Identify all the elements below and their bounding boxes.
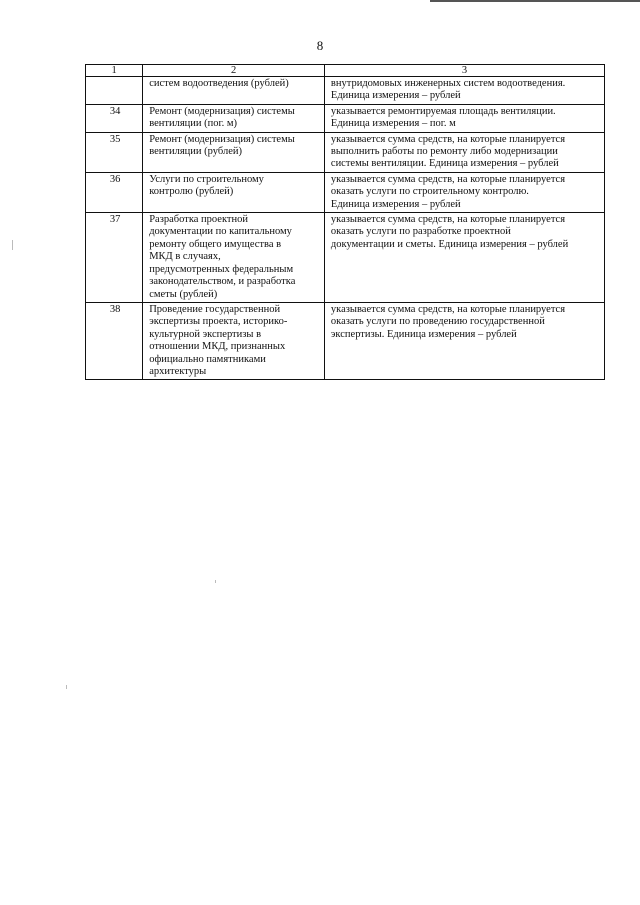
header-cell-3: 3 <box>324 65 604 77</box>
table-row <box>86 77 605 105</box>
table-row <box>86 132 605 172</box>
table-header-row <box>86 65 605 77</box>
row-item-name: систем водоотведения (рублей) <box>143 77 325 105</box>
scan-artifact <box>66 685 67 689</box>
row-item-name: Ремонт (модернизация) системы вентиляции (пог. м) <box>143 104 325 132</box>
row-number: 34 <box>86 104 143 132</box>
row-item-name: Услуги по строительному контролю (рублей) <box>143 172 325 212</box>
row-item-name: Ремонт (модернизация) системы вентиляции (рублей) <box>143 132 325 172</box>
row-number: 38 <box>86 302 143 379</box>
table-row <box>86 104 605 132</box>
table-row <box>86 302 605 379</box>
row-item-description: указывается сумма средств, на которые планируется оказать услуги по разработке проектной документации и сметы. Единица измерения – рублей <box>324 213 604 303</box>
row-item-name: Проведение государственной экспертизы проекта, историко- культурной экспертизы в отношении МКД, признанных официально памятниками архитектуры <box>143 302 325 379</box>
scan-artifact <box>12 240 13 250</box>
table-row <box>86 213 605 303</box>
scan-artifact <box>215 580 216 583</box>
row-item-description: указывается сумма средств, на которые планируется оказать услуги по строительному контролю. Единица измерения – рублей <box>324 172 604 212</box>
table-row <box>86 172 605 212</box>
row-number <box>86 77 143 105</box>
header-cell-1: 1 <box>86 65 143 77</box>
row-item-name: Разработка проектной документации по капитальному ремонту общего имущества в МКД в случаях, предусмотренных федеральным законодательством, и разработка сметы (рублей) <box>143 213 325 303</box>
row-number: 37 <box>86 213 143 303</box>
row-item-description: указывается ремонтируемая площадь вентиляции. Единица измерения – пог. м <box>324 104 604 132</box>
row-number: 35 <box>86 132 143 172</box>
page-number: 8 <box>316 38 324 53</box>
row-item-description: указывается сумма средств, на которые планируется выполнить работы по ремонту либо модернизации системы вентиляции. Единица измерения – рублей <box>324 132 604 172</box>
header-cell-2: 2 <box>143 65 325 77</box>
row-item-description: внутридомовых инженерных систем водоотведения. Единица измерения – рублей <box>324 77 604 105</box>
requirements-table <box>85 64 605 380</box>
top-edge-rule <box>430 0 640 2</box>
row-number: 36 <box>86 172 143 212</box>
row-item-description: указывается сумма средств, на которые планируется оказать услуги по проведению государственной экспертизы. Единица измерения – рублей <box>324 302 604 379</box>
